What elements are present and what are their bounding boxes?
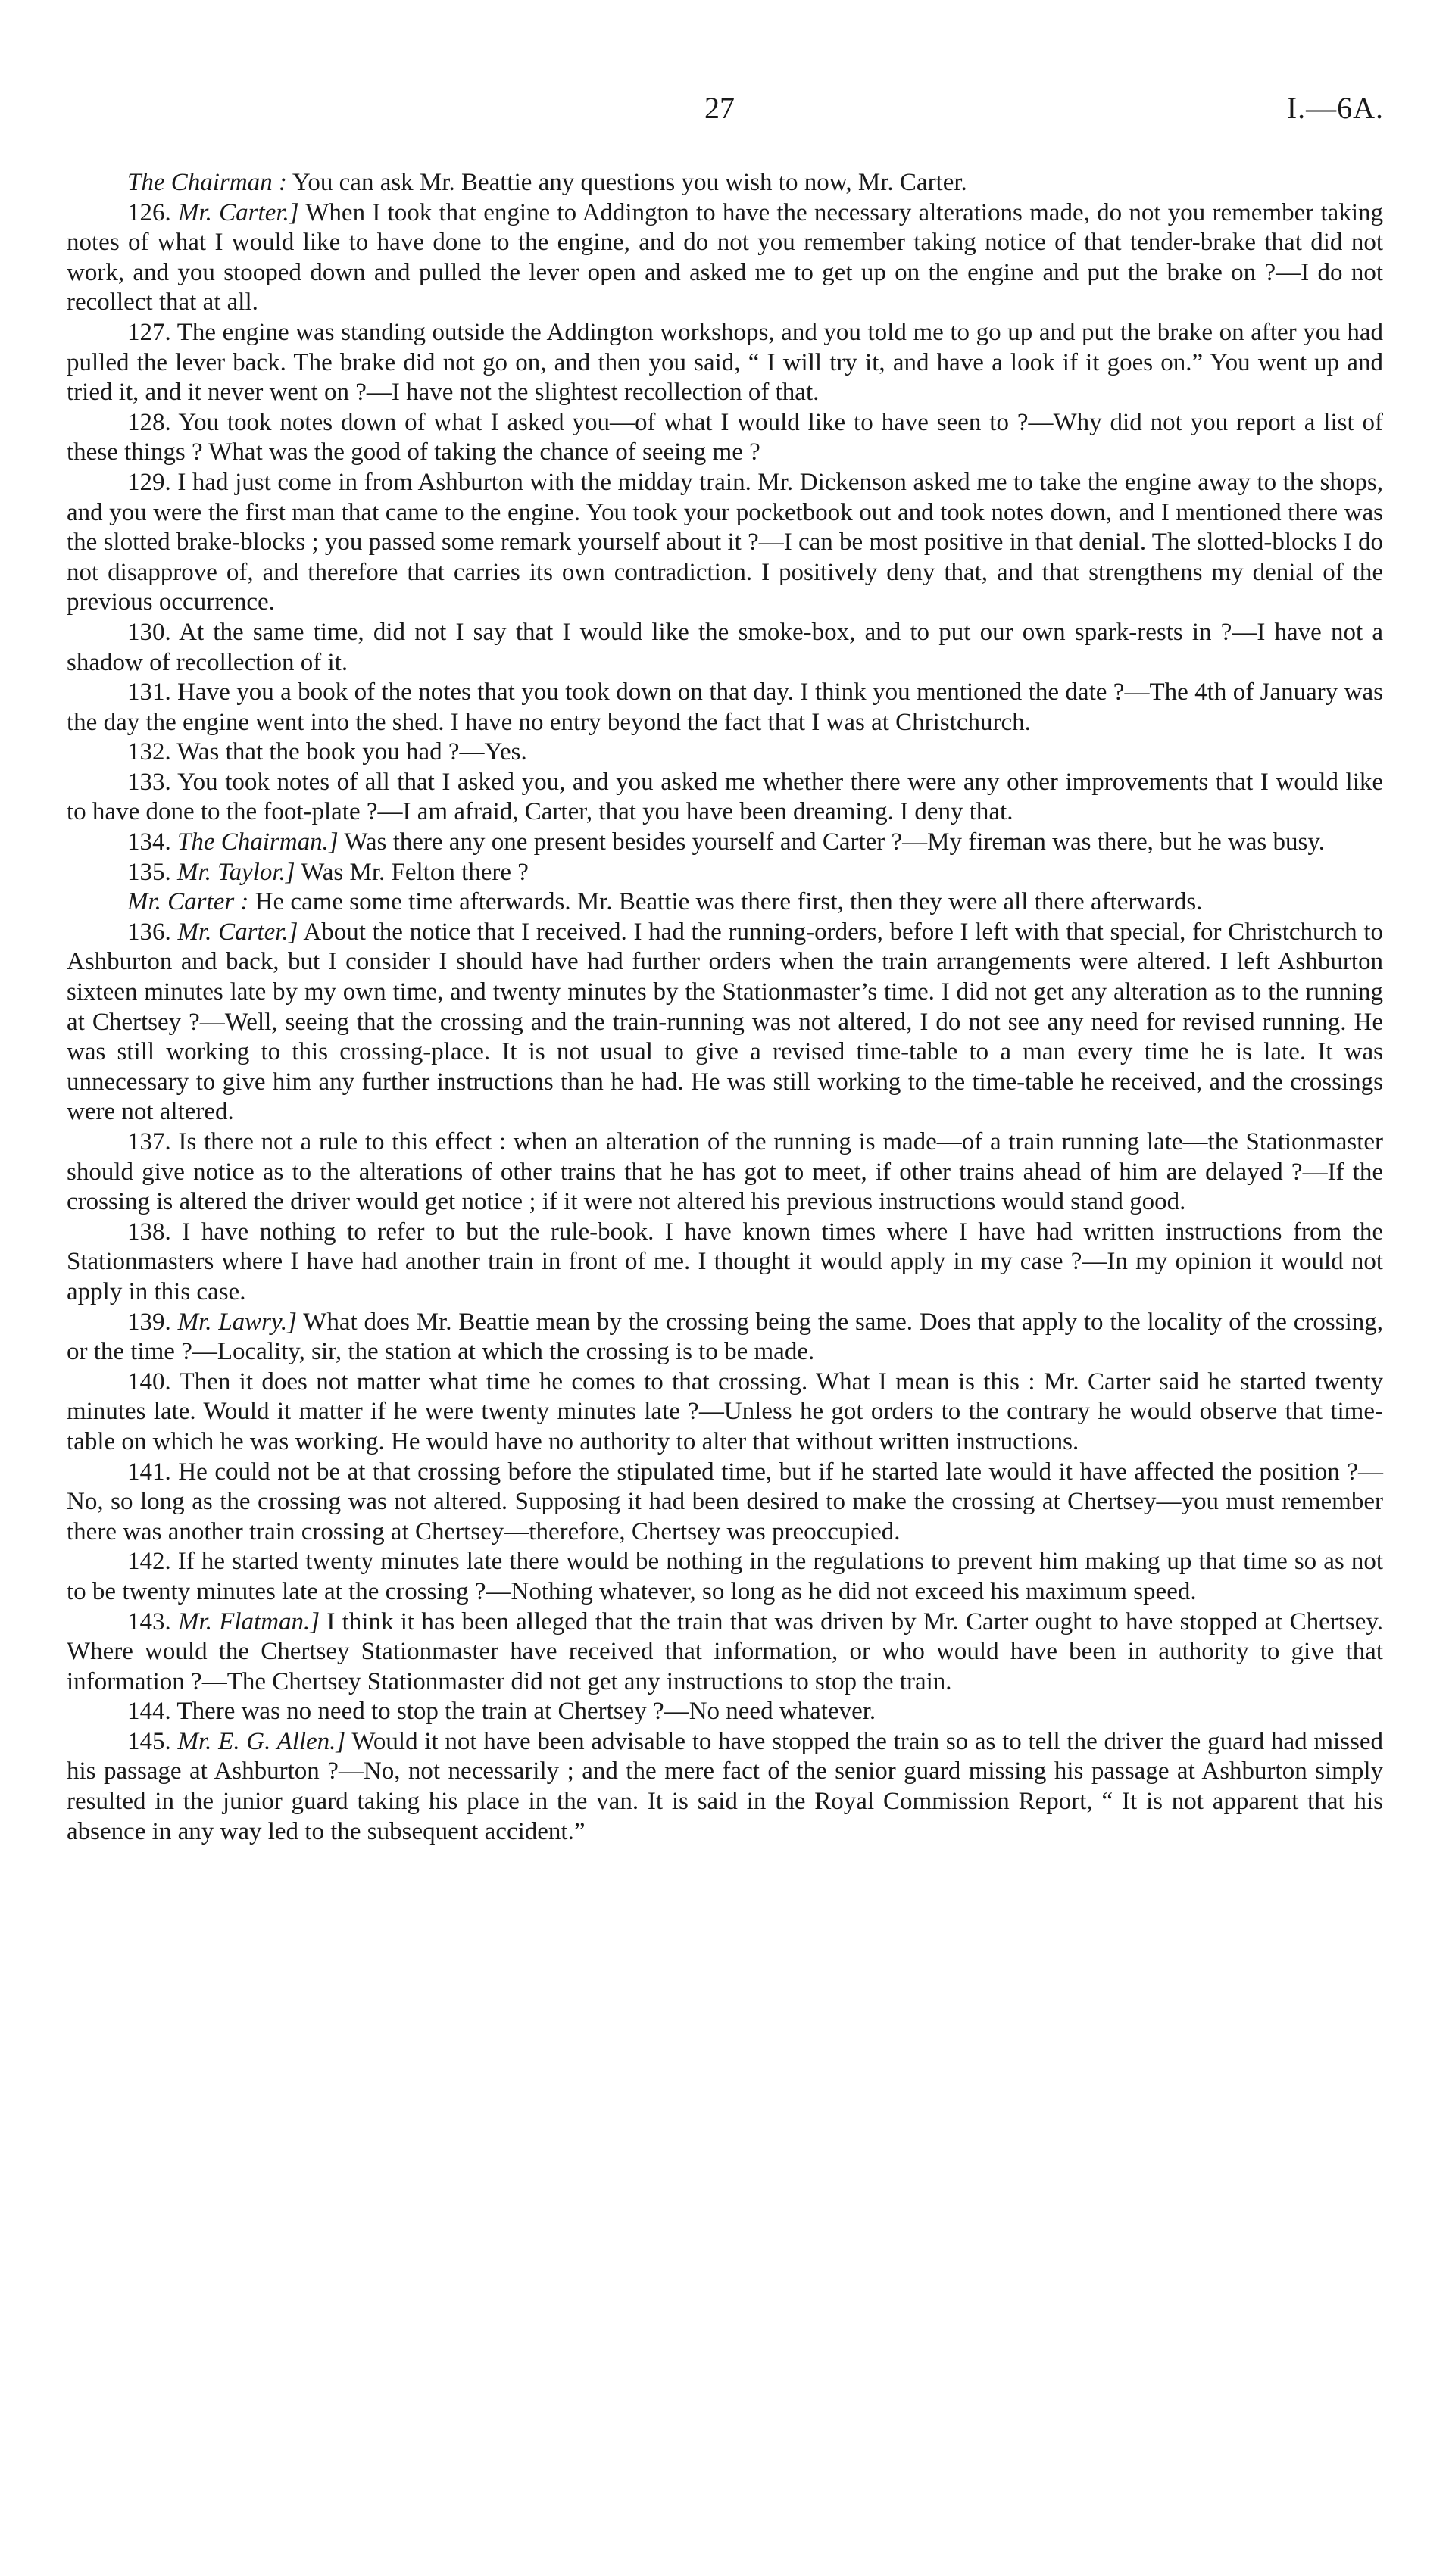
speaker-label: Mr. Carter.] — [177, 918, 298, 946]
paragraph-text: I have nothing to refer to but the rule-book. I have known times where I have had written instructions from the Stationmasters where I have had another train in front of me. I thought it would apply in my case ?—In my opinion it would not apply in this case. — [67, 1218, 1383, 1305]
speaker-label: Mr. Carter : — [127, 888, 249, 916]
testimony-paragraph — [67, 468, 1383, 618]
question-number: 142. — [127, 1548, 178, 1576]
testimony-paragraph — [67, 1608, 1383, 1698]
testimony-paragraph — [67, 1308, 1383, 1368]
speaker-label: Mr. Flatman.] — [178, 1608, 320, 1636]
testimony-paragraph — [67, 1547, 1383, 1607]
paragraph-text: If he started twenty minutes late there would be nothing in the regulations to prevent him making up that time so as not to be twenty minutes late at the crossing ?—Nothing whatever, so long as he did not exceed his maximum speed. — [67, 1548, 1384, 1605]
testimony-paragraph — [67, 168, 1383, 198]
testimony-paragraph — [67, 918, 1383, 1127]
testimony-paragraph — [67, 858, 1383, 888]
question-number: 131. — [127, 678, 178, 706]
paragraph-text: I had just come in from Ashburton with the midday train. Mr. Dickenson asked me to take the engine away to the shops, and you were the first man that came to the engine. You took your pocketbook out and took notes down, and I mentioned there was the slotted brake-blocks ; you passed some remark yourself about it ?—I can be most positive in that denial. The slotted-blocks I do not disapprove of, and therefore that carries its own contradiction. I positively deny that, and that strengthens my denial of the previous occurrence. — [67, 468, 1383, 616]
paragraph-text: You can ask Mr. Beattie any questions you wish to now, Mr. Carter. — [286, 169, 967, 196]
paragraph-text: I think it has been alleged that the train that was driven by Mr. Carter ought to have stopped at Chertsey. Where would the Chertsey Stationmaster have received that information, or who would have been in authority to give that information ?—The Chertsey Stationmaster did not get any instructions to stop the train. — [67, 1608, 1383, 1695]
paragraph-text: About the notice that I received. I had the running-orders, before I left with that special, for Christchurch to Ashburton and back, but I consider I should have had further orders when the train arrangements were altered. I left Ashburton sixteen minutes late by my own time, and twenty minutes by the Stationmaster’s time. I did not get any alteration as to the running at Chertsey ?—Well, seeing that the crossing and the train-running was not altered, I do not see any need for revised running. He was still working to this crossing-place. It is not usual to give a revised time-table to a man every time he is late. It was unnecessary to give him any further instructions than he had. He was still working to the time-table he received, and the crossings were not altered. — [67, 918, 1384, 1126]
testimony-paragraph — [67, 1218, 1383, 1308]
paragraph-text: Was Mr. Felton there ? — [295, 858, 529, 886]
speaker-label: The Chairman : — [127, 169, 287, 196]
paragraph-text: At the same time, did not I say that I would like the smoke-box, and to put our own spark-rests in ?—I have not a shadow of recollection of it. — [67, 618, 1383, 676]
question-number: 128. — [127, 408, 179, 436]
testimony-paragraph — [67, 408, 1383, 468]
paragraph-text: There was no need to stop the train at Chertsey ?—No need whatever. — [176, 1698, 876, 1726]
testimony-paragraph — [67, 887, 1383, 918]
paragraph-text: He came some time afterwards. Mr. Beattie was there first, then they were all there afterwards. — [248, 888, 1203, 916]
paragraph-text: Would it not have been advisable to have stopped the train so as to tell the driver the guard had missed his passage at Ashburton ?—No, not necessarily ; and the mere fact of the senior guard missing his passage at Ashburton simply resulted in the junior guard taking his place in the van. It is said in the Royal Commission Report, “ It is not apparent that his absence in any way led to the subsequent accident.” — [67, 1727, 1383, 1845]
question-number: 139. — [127, 1308, 178, 1336]
question-number: 130. — [127, 618, 180, 646]
paragraph-text: Was that the book you had ?—Yes. — [176, 738, 527, 766]
paragraph-text: Then it does not matter what time he comes to that crossing. What I mean is this : Mr. Carter said he started twenty minutes late. Would it matter if he were twenty minutes late ?—Unless he got orders to the contrary he would observe that time-table on which he was working. He would have no authority to alter that without written instructions. — [67, 1368, 1383, 1455]
paragraph-text: When I took that engine to Addington to have the necessary alterations made, do not you remember taking notes of what I would like to have done to the engine, and do not you remember taking notice of that tender-brake that did not work, and you stooped down and pulled the lever open and asked me to get up on the engine and put the brake on ?—I do not recollect that at all. — [67, 198, 1383, 317]
paragraph-text: Is there not a rule to this effect : when an alteration of the running is made—of a train running late—the Stationmaster should give notice as to the alterations of other trains that he has got to meet, if other trains ahead of him are delayed ?—If the crossing is altered the driver would get notice ; if it were not altered his previous instructions would stand good. — [67, 1128, 1384, 1216]
speaker-label: Mr. Taylor.] — [177, 858, 295, 886]
speaker-label: Mr. Lawry.] — [177, 1308, 297, 1336]
question-number: 134. — [127, 828, 177, 856]
question-number: 129. — [127, 468, 178, 496]
speaker-label: Mr. Carter.] — [178, 198, 299, 226]
testimony-paragraph — [67, 1458, 1383, 1548]
page-header — [0, 89, 1449, 135]
testimony-paragraph — [67, 618, 1383, 678]
testimony-paragraph — [67, 738, 1383, 768]
testimony-paragraph — [67, 1368, 1383, 1458]
testimony-paragraph — [67, 1727, 1383, 1847]
paragraph-text: The engine was standing outside the Addington workshops, and you told me to go up and put the brake on after you had pulled the lever back. The brake did not go on, and then you said, “ I will try it, and have a look if it goes on.” You went up and tried it, and it never went on ?—I have not the slightest recollection of that. — [67, 318, 1383, 407]
question-number: 145. — [127, 1727, 178, 1755]
question-number: 138. — [127, 1218, 183, 1246]
question-number: 127. — [127, 318, 177, 346]
question-number: 132. — [127, 738, 177, 766]
question-number: 143. — [127, 1608, 179, 1636]
testimony-paragraph — [67, 768, 1383, 828]
testimony-paragraph — [67, 678, 1383, 738]
question-number: 135. — [127, 858, 177, 886]
document-code: I.—6A. — [1286, 91, 1384, 125]
question-number: 136. — [127, 918, 178, 946]
testimony-paragraph — [67, 1697, 1383, 1727]
testimony-paragraph — [67, 1127, 1383, 1218]
paragraph-text: You took notes down of what I asked you—of what I would like to have seen to ?—Why did not you report a list of these things ? What was the good of taking the chance of seeing me ? — [67, 408, 1383, 466]
question-number: 144. — [127, 1698, 177, 1726]
question-number: 141. — [127, 1458, 179, 1486]
paragraph-text: What does Mr. Beattie mean by the crossing being the same. Does that apply to the locality of the crossing, or the time ?—Locality, sir, the station at which the crossing is to be made. — [67, 1308, 1383, 1366]
speaker-label: The Chairman.] — [177, 828, 339, 856]
page-number: 27 — [704, 91, 735, 125]
testimony-paragraph — [67, 198, 1383, 318]
paragraph-text: Was there any one present besides yourself and Carter ?—My fireman was there, but he was busy. — [338, 828, 1325, 856]
testimony-paragraph — [67, 318, 1383, 408]
question-number: 133. — [127, 768, 178, 796]
paragraph-text: Have you a book of the notes that you took down on that day. I think you mentioned the date ?—The 4th of January was the day the engine went into the shed. I have no entry beyond the fact that I was at Christchurch. — [67, 678, 1384, 736]
paragraph-text: He could not be at that crossing before the stipulated time, but if he started late would it have affected the position ?—No, so long as the crossing was not altered. Supposing it had been desired to make the crossing at Chertsey—you must remember there was another train crossing at Chertsey—therefore, Chertsey was preoccupied. — [67, 1458, 1383, 1545]
question-number: 126. — [127, 198, 178, 226]
question-number: 140. — [127, 1368, 180, 1396]
testimony-paragraph — [67, 828, 1383, 858]
speaker-label: Mr. E. G. Allen.] — [177, 1727, 346, 1755]
testimony-body — [67, 168, 1383, 1847]
question-number: 137. — [127, 1128, 179, 1155]
paragraph-text: You took notes of all that I asked you, and you asked me whether there were any other improvements that I would like to have done to the foot-plate ?—I am afraid, Carter, that you have been dreaming. I deny that. — [67, 768, 1384, 826]
